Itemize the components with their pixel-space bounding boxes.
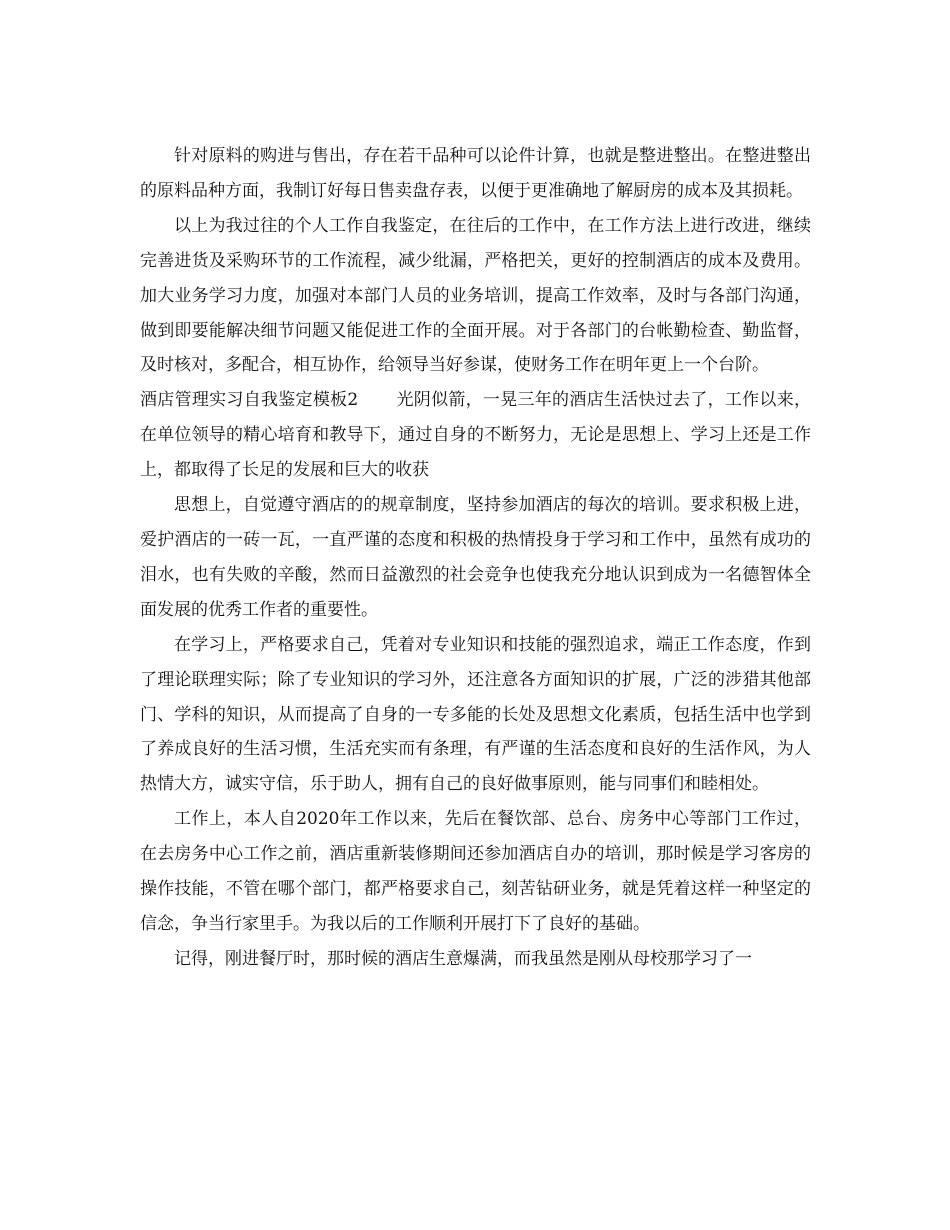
paragraph-study: 在学习上，严格要求自己，凭着对专业知识和技能的强烈追求，端正工作态度，作到了理论联理实际；除了专业知识的学习外，还注意各方面知识的扩展，广泛的涉猎其他部门、学科的知识，从而提高了自身的一专多能的长处及思想文化素质，包括生活中也学到了养成良好的生活习惯，生活充实而有条理，有严谨的生活态度和良好的生活作风，为人热情大方，诚实守信，乐于助人，拥有自己的良好做事原则，能与同事们和睦相处。 [140,634,811,795]
section-heading-line [140,383,811,488]
section-title: 酒店管理实习自我鉴定模板2 [140,390,359,411]
paragraph-restaurant-memory: 记得，刚进餐厅时，那时候的酒店生意爆满，而我虽然是刚从母校那学习了一 [174,948,752,969]
paragraph-ideology: 思想上，自觉遵守酒店的的规章制度，坚持参加酒店的每次的培训。要求积极上进，爱护酒店的一砖一瓦，一直严谨的态度和积极的热情投身于学习和工作中，虽然有成功的泪水，也有失败的辛酸，然而日益激烈的社会竞争也使我充分地认识到成为一名德智体全面发展的优秀工作者的重要性。 [140,495,811,620]
section-intro: 光阴似箭，一晃三年的酒店生活快过去了，工作以来，在单位领导的精心培育和教导下，通过自身的不断努力，无论是思想上、学习上还是工作上，都取得了长足的发展和巨大的收获 [140,390,811,481]
paragraph-raw-materials: 针对原料的购进与售出，存在若干品种可以论件计算，也就是整进整出。在整进整出的原料品种方面，我制订好每日售卖盘存表，以便于更准确地了解厨房的成本及其损耗。 [140,146,811,201]
paragraph-self-assessment-summary: 以上为我过往的个人工作自我鉴定，在往后的工作中，在工作方法上进行改进，继续完善进货及采购环节的工作流程，减少纰漏，严格把关，更好的控制酒店的成本及费用。加大业务学习力度，加强对本部门人员的业务培训，提高工作效率，及时与各部门沟通，做到即要能解决细节问题又能促进工作的全面开展。对于各部门的台帐勤检查、勤监督，及时核对，多配合，相互协作，给领导当好参谋，使财务工作在明年更上一个台阶。 [140,215,811,376]
paragraph-work: 工作上，本人自2020年工作以来，先后在餐饮部、总台、房务中心等部门工作过，在去房务中心工作之前，酒店重新装修期间还参加酒店自办的培训，那时候是学习客房的操作技能，不管在哪个部门，都严格要求自己，刻苦钻研业务，就是凭着这样一种坚定的信念，争当行家里手。为我以后的工作顺利开展打下了良好的基础。 [140,809,811,934]
document-body [140,139,811,977]
